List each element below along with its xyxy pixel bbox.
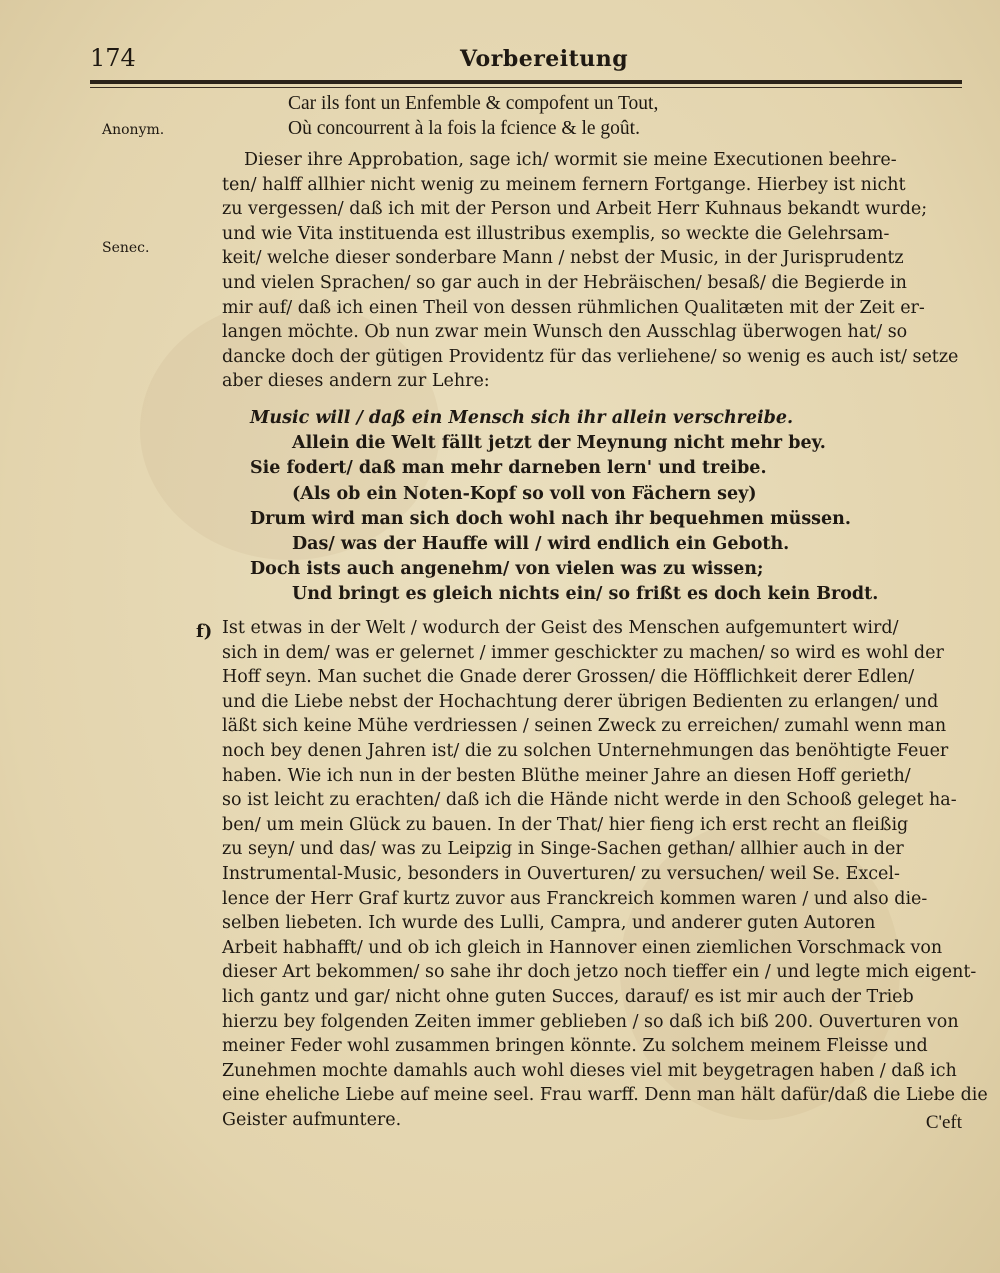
margin-note: Senec. <box>102 240 150 256</box>
text-line: und die Liebe nebst der Hochachtung derer übrigen Bedienten zu erlangen/ und <box>222 691 939 712</box>
verse-line: (Als ob ein Noten-Kopf so voll von Fächern sey) <box>292 483 757 504</box>
text-line: meiner Feder wohl zusammen bringen könnte. Zu solchem meinem Fleisse und <box>222 1036 928 1057</box>
text-line: so ist leicht zu erachten/ daß ich die Hände nicht werde in den Schooß geleget ha- <box>222 790 957 811</box>
page-header <box>90 38 960 78</box>
verse-line: Doch ists auch angenehm/ von vielen was zu wissen; <box>250 559 764 580</box>
text-line: noch bey denen Jahren ist/ die zu solchen Unternehmungen das benöhtigte Feuer <box>222 741 949 761</box>
verse-line: Sie fodert/ daß man mehr darneben lern' und treibe. <box>250 458 767 479</box>
footnote-marker: f) <box>196 621 213 642</box>
text-line: Instrumental-Music, besonders in Ouverturen/ zu versuchen/ weil Se. Excel- <box>222 864 900 884</box>
text-line: hierzu bey folgenden Zeiten immer geblieben / so daß ich biß 200. Ouverturen von <box>222 1011 959 1032</box>
text-line: selben liebeten. Ich wurde des Lulli, Campra, und anderer guten Autoren <box>222 913 876 934</box>
text-line: Ist etwas in der Welt / wodurch der Geist des Menschen aufgemuntert wird/ <box>222 618 899 638</box>
running-title: Vorbereitung <box>460 46 629 72</box>
text-line: zu vergessen/ daß ich mit der Person und Arbeit Herr Kuhnaus bekandt wurde; <box>222 199 928 220</box>
catchword: C'eft <box>925 1112 962 1133</box>
text-line: lich gantz und gar/ nicht ohne guten Succes, darauf/ es ist mir auch der Trieb <box>222 987 914 1007</box>
text-line: eine eheliche Liebe auf meine seel. Frau warff. Denn man hält dafür/daß die Liebe die <box>222 1085 988 1106</box>
text-line: sich in dem/ was er gelernet / immer geschickter zu machen/ so wird es wohl der <box>222 642 944 663</box>
text-line: Geister aufmuntere. <box>222 1110 402 1130</box>
header-rule-thin <box>90 87 962 88</box>
verse-line: Music will / daß ein Mensch sich ihr allein verschreibe. <box>250 408 794 428</box>
text-line: Zunehmen mochte damahls auch wohl dieses viel mit beygetragen haben / daß ich <box>222 1060 957 1081</box>
text-line: ten/ halff allhier nicht wenig zu meinem fernern Fortgange. Hierbey ist nicht <box>222 174 906 195</box>
text-line: und vielen Sprachen/ so gar auch in der Hebräischen/ besaß/ die Begierde in <box>222 273 907 293</box>
text-line: Hoff seyn. Man suchet die Gnade derer Grossen/ die Höfflichkeit derer Edlen/ <box>222 667 915 688</box>
text-line: Arbeit habhafft/ und ob ich gleich in Hannover einen ziemlichen Vorschmack von <box>222 937 943 958</box>
margin-note: Anonym. <box>102 122 165 138</box>
text-line: dancke doch der gütigen Providentz für das verliehene/ so wenig es auch ist/ setze <box>222 346 959 367</box>
header-rule <box>90 80 962 84</box>
text-line: zu seyn/ und das/ was zu Leipzig in Singe-Sachen gethan/ allhier auch in der <box>222 839 904 860</box>
text-line: haben. Wie ich nun in der besten Blüthe meiner Jahre an diesen Hoff gerieth/ <box>222 765 911 786</box>
french-line: Où concourrent à la fois la fcience & le goût. <box>288 118 640 139</box>
text-line: keit/ welche dieser sonderbare Mann / nebst der Music, in der Jurisprudentz <box>222 248 904 269</box>
text-line: ben/ um mein Glück zu bauen. In der That/ hier fieng ich erst recht an fleißig <box>222 814 909 835</box>
text-line: mir auf/ daß ich einen Theil von dessen rühmlichen Qualitæten mit der Zeit er- <box>222 297 925 318</box>
verse-line: Und bringt es gleich nichts ein/ so frißt es doch kein Brodt. <box>292 584 879 605</box>
text-line: und wie Vita instituenda est illustribus exemplis, so weckte die Gelehrsam- <box>222 223 890 244</box>
text-line: lence der Herr Graf kurtz zuvor aus Franckreich kommen waren / und also die- <box>222 888 928 909</box>
text-line: dieser Art bekommen/ so sahe ihr doch jetzo noch tieffer ein / und legte mich eigent- <box>222 962 977 983</box>
text-line: läßt sich keine Mühe verdriessen / seinen Zweck zu erreichen/ zumahl wenn man <box>222 716 947 737</box>
page-number: 174 <box>90 44 136 72</box>
verse-line: Das/ was der Hauffe will / wird endlich ein Geboth. <box>292 534 790 554</box>
text-line: Dieser ihre Approbation, sage ich/ wormit sie meine Executionen beehre- <box>244 150 897 170</box>
text-line: aber dieses andern zur Lehre: <box>222 371 490 392</box>
text-line: langen möchte. Ob nun zwar mein Wunsch den Ausschlag überwogen hat/ so <box>222 322 908 343</box>
verse-line: Drum wird man sich doch wohl nach ihr bequehmen müssen. <box>250 508 851 529</box>
french-line: Car ils font un Enfemble & compofent un Tout, <box>288 93 659 114</box>
verse-line: Allein die Welt fällt jetzt der Meynung nicht mehr bey. <box>292 433 826 454</box>
